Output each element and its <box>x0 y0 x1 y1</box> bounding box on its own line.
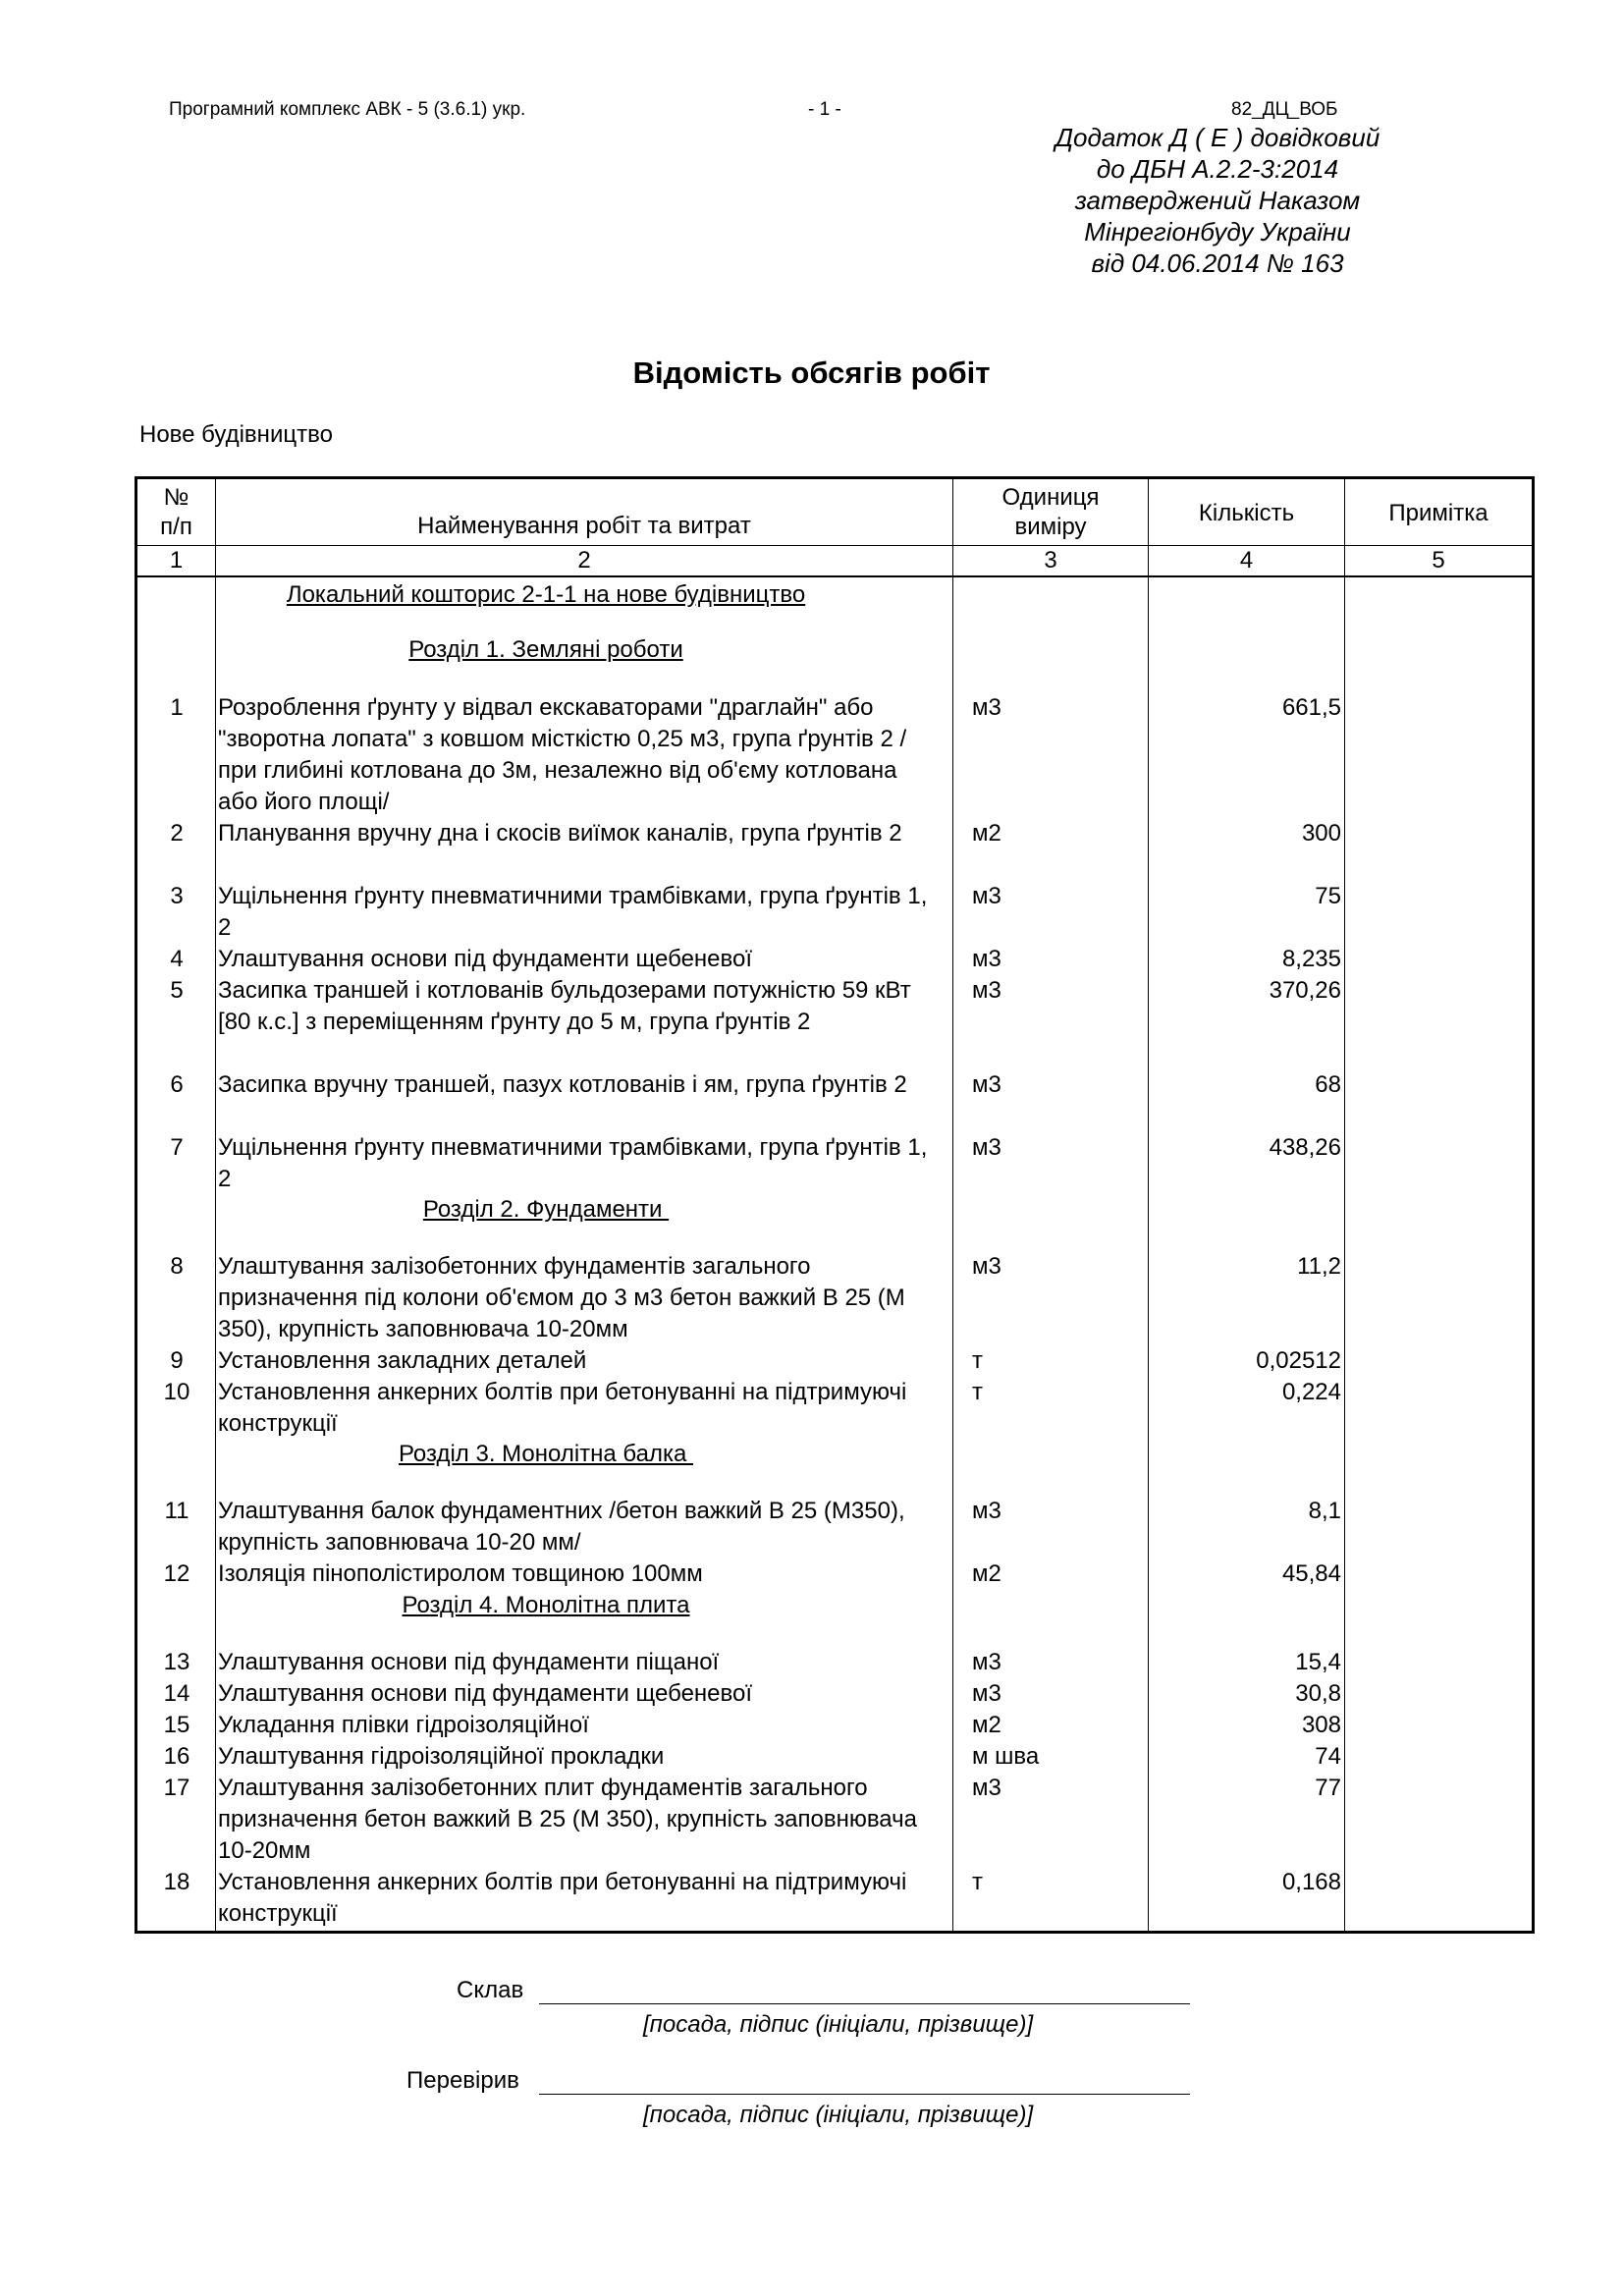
construction-type: Нове будівництво <box>139 421 333 448</box>
row-number: 17 <box>163 1775 190 1801</box>
row-name: Засипка траншей і котлованів бульдозерами потужністю 59 кВт [80 к.с.] з переміщенням ґрунту до 5 м, група ґрунтів 2 <box>218 977 911 1035</box>
row-name: Ущільнення ґрунту пневматичними трамбівками, група ґрунтів 1, 2 <box>218 1134 928 1192</box>
row-unit: м3 <box>972 694 1001 721</box>
row-number: 2 <box>170 820 184 847</box>
row-quantity: 0,224 <box>1281 1379 1341 1405</box>
row-quantity: 661,5 <box>1281 694 1341 721</box>
row-unit: м3 <box>972 1775 1001 1801</box>
signature-hint: [посада, підпис (ініціали, прізвище)] <box>643 2102 1034 2128</box>
row-quantity: 15,4 <box>1295 1649 1341 1675</box>
row-unit: м3 <box>972 977 1001 1004</box>
row-unit: т <box>972 1869 983 1895</box>
estimate-title: Локальний кошторис 2-1-1 на нове будівництво <box>286 581 806 608</box>
program-name: Програмний комплекс АВК - 5 (3.6.1) укр. <box>169 99 526 120</box>
row-name: Розроблення ґрунту у відвал екскаваторами "драглайн" або "зворотна лопата" з ковшом місткістю 0,25 м3, група ґрунтів 2 /при глибині котлована до 3м, незалежно від об'єму котлована або його площі/ <box>218 694 907 815</box>
row-number: 14 <box>163 1680 190 1707</box>
row-quantity: 0,02512 <box>1256 1347 1341 1374</box>
row-quantity: 8,235 <box>1281 946 1341 972</box>
row-name: Улаштування залізобетонних фундаментів загального призначення під колони об'ємом до 3 м3 бетон важкий В 25 (М 350), крупність заповнювача 10-20мм <box>218 1253 905 1342</box>
row-unit: м3 <box>972 1134 1001 1161</box>
row-name: Улаштування залізобетонних плит фундаментів загального призначення бетон важкий В 25 (М 350), крупність заповнювача 10-20мм <box>218 1775 917 1864</box>
row-number: 15 <box>163 1712 190 1738</box>
row-quantity: 74 <box>1315 1743 1341 1770</box>
row-name: Ущільнення ґрунту пневматичними трамбівками, група ґрунтів 1, 2 <box>218 883 928 941</box>
column-divider <box>1344 479 1345 1931</box>
row-name: Установлення анкерних болтів при бетонуванні на підтримуючі конструкції <box>218 1869 907 1927</box>
header-qty: Кількість <box>1198 500 1295 526</box>
signature-hint: [посада, підпис (ініціали, прізвище)] <box>643 2011 1034 2038</box>
row-number: 12 <box>163 1560 190 1587</box>
row-quantity: 45,84 <box>1281 1560 1341 1587</box>
row-name: Улаштування гідроізоляційної прокладки <box>218 1743 665 1770</box>
row-unit: т <box>972 1379 983 1405</box>
column-divider <box>952 479 953 1931</box>
row-number: 18 <box>163 1869 190 1895</box>
section-heading: Розділ 1. Земляні роботи <box>408 636 683 663</box>
column-number: 1 <box>169 547 184 574</box>
header-unit: Одиниця виміру <box>1001 484 1100 540</box>
header-divider <box>137 575 1532 577</box>
row-quantity: 370,26 <box>1269 977 1341 1004</box>
appendix-note <box>1021 122 1414 279</box>
section-heading: Розділ 2. Фундаменти <box>422 1196 670 1223</box>
compiled-by-signature-line <box>539 2003 1190 2004</box>
row-number: 11 <box>164 1498 189 1524</box>
row-number: 4 <box>170 946 184 972</box>
row-name: Улаштування балок фундаментних /бетон важкий В 25 (М350), крупність заповнювача 10-20 мм/ <box>218 1498 905 1556</box>
column-number: 4 <box>1239 547 1254 574</box>
row-unit: м3 <box>972 1649 1001 1675</box>
row-unit: м2 <box>972 820 1001 847</box>
row-unit: м3 <box>972 1253 1001 1280</box>
row-number: 3 <box>170 883 184 909</box>
row-number: 7 <box>170 1134 184 1161</box>
row-unit: м3 <box>972 1498 1001 1524</box>
column-number: 2 <box>577 547 591 574</box>
document-title: Відомість обсягів робіт <box>632 355 991 390</box>
appendix-line: Додаток Д ( Е ) довідковий <box>1055 123 1380 152</box>
row-quantity: 75 <box>1315 883 1341 909</box>
header-note: Примітка <box>1388 500 1488 526</box>
row-quantity: 308 <box>1301 1712 1341 1738</box>
row-number: 5 <box>170 977 184 1004</box>
section-heading: Розділ 3. Монолітна балка <box>398 1441 694 1467</box>
row-name: Планування вручну дна і скосів виїмок каналів, група ґрунтів 2 <box>218 820 902 847</box>
column-number: 3 <box>1044 547 1057 574</box>
row-quantity: 30,8 <box>1295 1680 1341 1707</box>
row-unit: м3 <box>972 883 1001 909</box>
row-quantity: 300 <box>1301 820 1341 847</box>
row-number: 16 <box>163 1743 190 1770</box>
checked-by-signature-line <box>539 2094 1190 2095</box>
row-unit: т <box>972 1347 983 1374</box>
appendix-line: від 04.06.2014 № 163 <box>1091 248 1344 278</box>
row-unit: м3 <box>972 1680 1001 1707</box>
row-unit: м2 <box>972 1712 1001 1738</box>
page-number: - 1 - <box>808 99 841 120</box>
appendix-line: затверджений Наказом <box>1074 186 1361 215</box>
appendix-line: Мінрегіонбуду України <box>1084 217 1351 246</box>
row-name: Укладання плівки гідроізоляційної <box>218 1712 589 1738</box>
row-quantity: 438,26 <box>1269 1134 1341 1161</box>
row-number: 10 <box>163 1379 190 1405</box>
header-name: Найменування робіт та витрат <box>417 513 751 539</box>
row-name: Улаштування основи під фундаменти піщаної <box>218 1649 720 1675</box>
row-quantity: 8,1 <box>1308 1498 1341 1524</box>
row-number: 1 <box>170 694 184 721</box>
row-name: Улаштування основи під фундаменти щебеневої <box>218 946 753 972</box>
row-name: Установлення закладних деталей <box>218 1347 587 1374</box>
row-unit: м3 <box>972 946 1001 972</box>
row-name: Засипка вручну траншей, пазух котлованів і ям, група ґрунтів 2 <box>218 1071 907 1098</box>
row-quantity: 11,2 <box>1297 1253 1341 1280</box>
volumes-table <box>135 476 1535 1934</box>
row-unit: м3 <box>972 1071 1001 1098</box>
row-quantity: 0,168 <box>1281 1869 1341 1895</box>
row-quantity: 77 <box>1315 1775 1341 1801</box>
checked-by-label: Перевірив <box>406 2067 519 2094</box>
row-name: Улаштування основи під фундаменти щебеневої <box>218 1680 753 1707</box>
appendix-line: до ДБН А.2.2-3:2014 <box>1096 154 1339 184</box>
row-number: 9 <box>170 1347 184 1374</box>
row-quantity: 68 <box>1315 1071 1341 1098</box>
compiled-by-label: Склав <box>457 1977 524 2003</box>
row-number: 6 <box>170 1071 184 1098</box>
section-heading: Розділ 4. Монолітна плита <box>402 1592 690 1618</box>
header-num: № п/п <box>160 484 192 540</box>
column-number: 5 <box>1432 547 1445 574</box>
row-number: 13 <box>163 1649 190 1675</box>
row-unit: м2 <box>972 1560 1001 1587</box>
row-name: Установлення анкерних болтів при бетонуванні на підтримуючі конструкції <box>218 1379 907 1437</box>
document-code: 82_ДЦ_ВОБ <box>1231 99 1338 120</box>
row-number: 8 <box>170 1253 184 1280</box>
row-name: Ізоляція пінополістиролом товщиною 100мм <box>218 1560 703 1587</box>
row-unit: м шва <box>972 1743 1040 1770</box>
